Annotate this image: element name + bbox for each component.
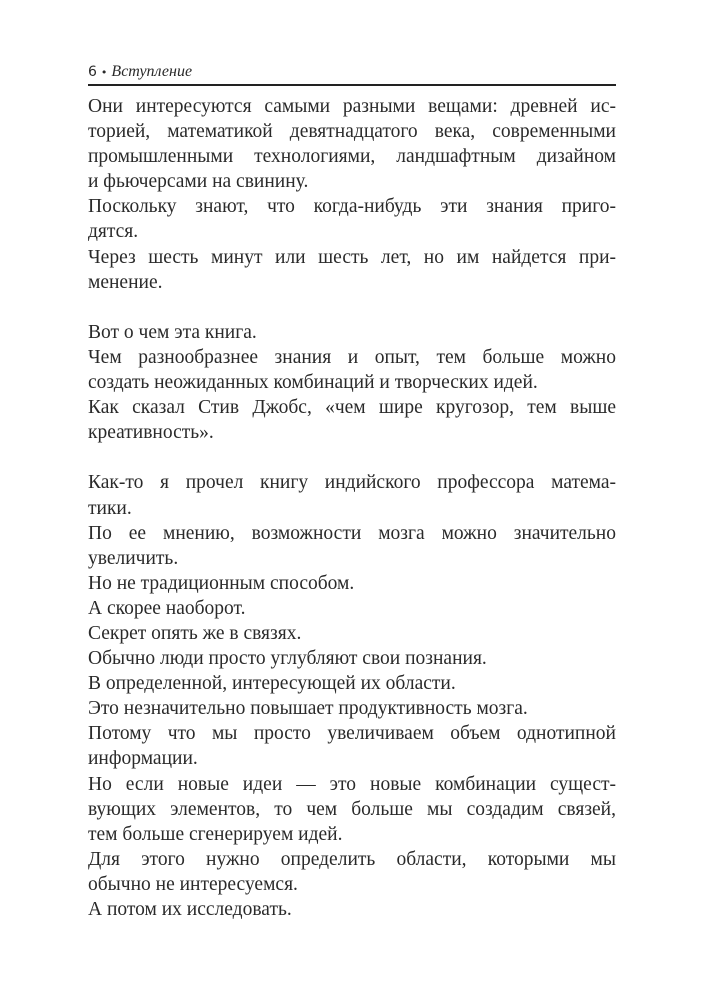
- paragraph: [88, 470, 616, 520]
- text-line: Но не традиционным способом.: [88, 572, 355, 594]
- paragraph: [88, 646, 616, 671]
- text-line: В определенной, интересующей их области.: [88, 673, 456, 695]
- text-line: Секрет опять же в связях.: [88, 622, 302, 644]
- text-line: менение.: [88, 271, 163, 293]
- paragraph: [88, 847, 616, 897]
- text-line: креативность».: [88, 422, 214, 444]
- text-line: Чем разнообразнее знания и опыт, тем больше можно: [88, 346, 616, 368]
- text-line: торией, математикой девятнадцатого века, современными: [88, 121, 616, 143]
- paragraph: [88, 621, 616, 646]
- text-line: Обычно люди просто углубляют свои познания.: [88, 648, 487, 670]
- text-line: тем больше сгенерируем идей.: [88, 823, 343, 845]
- paragraph: [88, 320, 616, 345]
- text-line: Это незначительно повышает продуктивность мозга.: [88, 698, 528, 720]
- body-text: [88, 94, 616, 922]
- header-rule: [88, 84, 616, 86]
- text-line: увеличить.: [88, 547, 179, 569]
- text-line: Вот о чем эта книга.: [88, 321, 257, 343]
- text-line: Потому что мы просто увеличиваем объем однотипной: [88, 723, 616, 745]
- paragraph: [88, 571, 616, 596]
- text-line: и фьючерсами на свинину.: [88, 171, 309, 193]
- paragraph: [88, 671, 616, 696]
- text-line: Через шесть минут или шесть лет, но им найдется при-: [88, 246, 616, 268]
- text-line: Они интересуются самыми разными вещами: древней ис-: [88, 96, 616, 117]
- text-line: создать неожиданных комбинаций и творческих идей.: [88, 372, 538, 394]
- running-header: [88, 62, 616, 82]
- text-line: тики.: [88, 497, 132, 519]
- running-title: Вступление: [111, 63, 193, 80]
- text-line: А потом их исследовать.: [88, 899, 292, 920]
- text-line: Для этого нужно определить области, которыми мы: [88, 848, 616, 870]
- blank-line: [88, 445, 616, 470]
- paragraph: [88, 521, 616, 571]
- blank-line: [88, 295, 616, 320]
- paragraph: [88, 194, 616, 244]
- paragraph: [88, 395, 616, 445]
- text-line: Поскольку знают, что когда-нибудь эти знания приго-: [88, 196, 616, 218]
- text-line: дятся.: [88, 221, 139, 243]
- text-line: вующих элементов, то чем больше мы создадим связей,: [88, 798, 616, 820]
- text-line: А скорее наоборот.: [88, 597, 246, 619]
- paragraph: [88, 596, 616, 621]
- text-line: По ее мнению, возможности мозга можно значительно: [88, 522, 616, 544]
- paragraph: [88, 696, 616, 721]
- paragraph: [88, 721, 616, 771]
- paragraph: [88, 897, 616, 922]
- paragraph: [88, 345, 616, 395]
- text-line: обычно не интересуемся.: [88, 873, 298, 895]
- text-line: Но если новые идеи — это новые комбинации сущест-: [88, 773, 616, 795]
- page-number: 6: [88, 64, 97, 80]
- text-line: промышленными технологиями, ландшафтным дизайном: [88, 146, 616, 168]
- text-line: Как сказал Стив Джобс, «чем шире кругозор, тем выше: [88, 397, 616, 419]
- paragraph: [88, 94, 616, 194]
- text-line: Как-то я прочел книгу индийского профессора матема-: [88, 472, 616, 494]
- paragraph: [88, 245, 616, 295]
- bullet-separator: •: [100, 66, 108, 79]
- paragraph: [88, 772, 616, 847]
- text-line: информации.: [88, 748, 198, 770]
